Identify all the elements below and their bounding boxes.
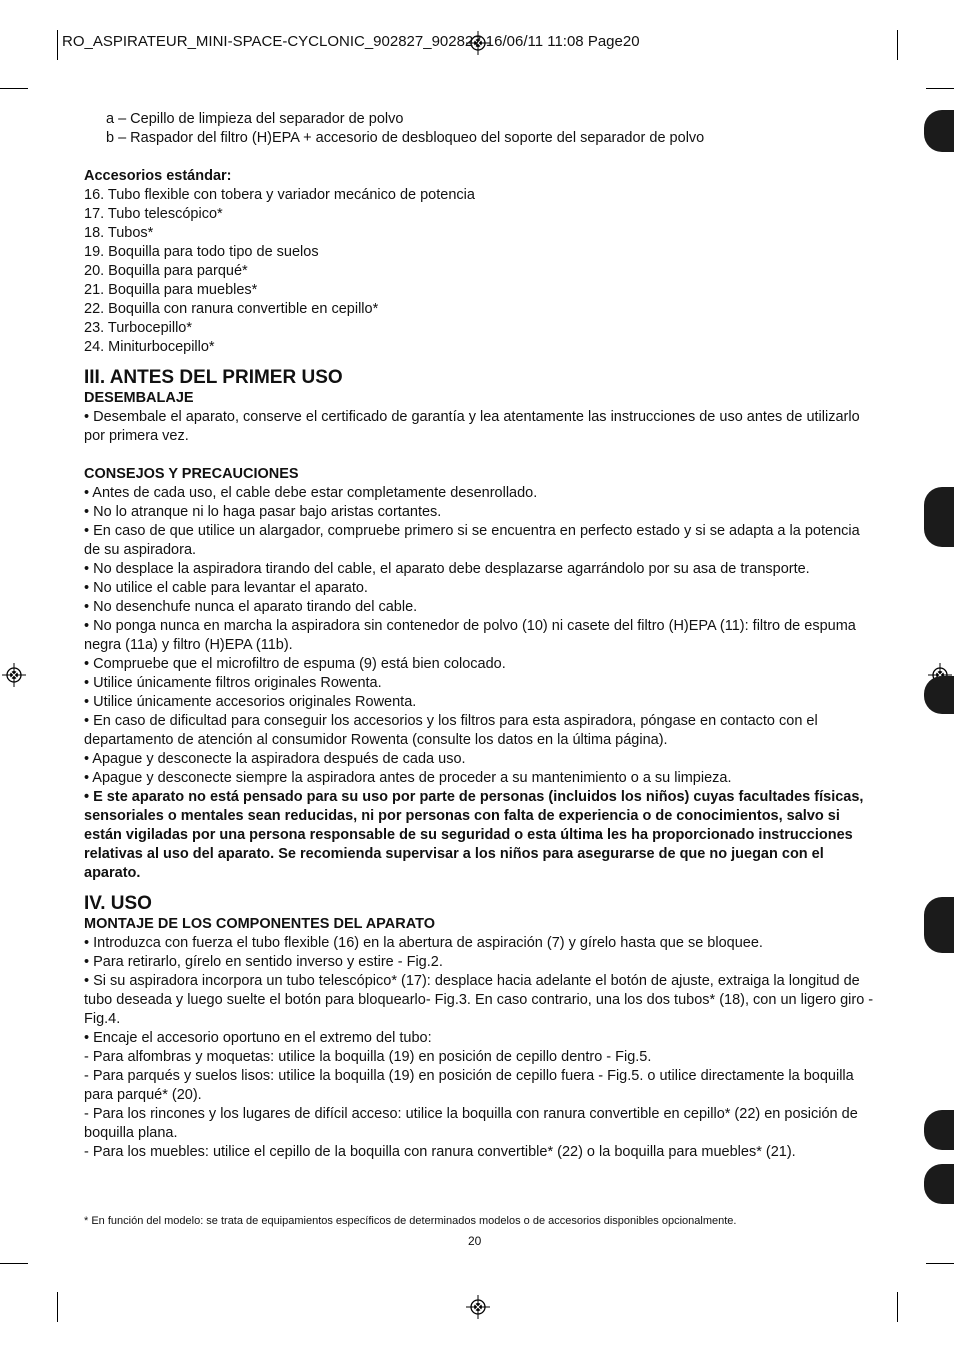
accessory-item: 22. Boquilla con ranura convertible en cepillo* [84, 301, 379, 317]
list-item: - Para alfombras y moquetas: utilice la boquilla (19) en posición de cepillo dentro - Fig.5. [84, 1049, 652, 1065]
list-item: • Utilice únicamente filtros originales Rowenta. [84, 675, 382, 691]
list-item: • No lo atranque ni lo haga pasar bajo aristas cortantes. [84, 504, 442, 520]
list-item: • No desenchufe nunca el aparato tirando del cable. [84, 599, 418, 615]
accessory-item: 20. Boquilla para parqué* [84, 263, 248, 279]
list-item: • En caso de dificultad para conseguir los accesorios y los filtros para esta aspiradora, póngase en contacto con el departamento de atención al consumidor Rowenta (consulte los datos en la última página). [84, 713, 818, 748]
accessory-item: 17. Tubo telescópico* [84, 206, 223, 222]
registration-mark-icon [2, 663, 26, 687]
crop-mark [57, 1292, 58, 1322]
footnote: * En función del modelo: se trata de equipamientos específicos de determinados modelos o de accesorios disponibles opcionalmente. [84, 1215, 737, 1227]
thumb-tab [924, 487, 954, 547]
list-item: • Apague y desconecte la aspiradora después de cada uso. [84, 751, 466, 767]
paragraph: • Desembale el aparato, conserve el certificado de garantía y lea atentamente las instrucciones de uso antes de utilizarlo por primera vez. [84, 409, 860, 444]
subsection-heading: MONTAJE DE LOS COMPONENTES DEL APARATO [84, 916, 435, 932]
subsection-heading: DESEMBALAJE [84, 390, 194, 406]
list-item: • Si su aspiradora incorpora un tubo telescópico* (17): desplace hacia adelante el botón de ajuste, extraiga la longitud de tubo deseada y luego suelte el botón para bloquearlo- Fig.3. En caso contrario, una los dos tubos* (18), con un ligero giro - Fig.4. [84, 973, 874, 1027]
thumb-tab [924, 110, 954, 152]
list-item: - Para parqués y suelos lisos: utilice la boquilla (19) en posición de cepillo fuera - Fig.5. o utilice directamente la boquilla para parqué* (20). [84, 1068, 854, 1103]
list-item: • Compruebe que el microfiltro de espuma (9) está bien colocado. [84, 656, 506, 672]
intro-item: a – Cepillo de limpieza del separador de polvo [106, 111, 404, 127]
list-item: • Encaje el accesorio oportuno en el extremo del tubo: [84, 1030, 432, 1046]
list-item: - Para los muebles: utilice el cepillo de la boquilla con ranura convertible* (22) o la boquilla para muebles* (21). [84, 1144, 796, 1160]
accessory-item: 24. Miniturbocepillo* [84, 339, 215, 355]
accessory-item: 23. Turbocepillo* [84, 320, 193, 336]
crop-mark [0, 1263, 28, 1264]
intro-item: b – Raspador del filtro (H)EPA + accesorio de desbloqueo del soporte del separador de polvo [106, 130, 705, 146]
subsection-heading: CONSEJOS Y PRECAUCIONES [84, 466, 299, 482]
list-item: • No desplace la aspiradora tirando del cable, el aparato debe desplazarse agarrándolo por su asa de transporte. [84, 561, 810, 577]
list-item: • Antes de cada uso, el cable debe estar completamente desenrollado. [84, 485, 538, 501]
page-number: 20 [468, 1234, 482, 1248]
accessories-title: Accesorios estándar: [84, 168, 232, 184]
thumb-tab [924, 897, 954, 953]
document-body [84, 110, 874, 1162]
list-item: • Apague y desconecte siempre la aspiradora antes de proceder a su mantenimiento o a su limpieza. [84, 770, 732, 786]
list-item: • No utilice el cable para levantar el aparato. [84, 580, 368, 596]
thumb-tab [924, 1164, 954, 1204]
accessory-item: 21. Boquilla para muebles* [84, 282, 258, 298]
crop-mark [57, 30, 58, 60]
thumb-tab [924, 1110, 954, 1150]
accessory-item: 18. Tubos* [84, 225, 154, 241]
list-item: • Utilice únicamente accesorios originales Rowenta. [84, 694, 417, 710]
accessory-item: 19. Boquilla para todo tipo de suelos [84, 244, 319, 260]
list-item: • En caso de que utilice un alargador, compruebe primero si se encuentra en perfecto estado y si se adapta a la potencia de su aspiradora. [84, 523, 860, 558]
registration-mark-icon [466, 1295, 490, 1319]
print-slug: RO_ASPIRATEUR_MINI-SPACE-CYCLONIC_902827_902827 16/06/11 11:08 Page20 [62, 33, 640, 50]
crop-mark [897, 1292, 898, 1322]
list-item: • No ponga nunca en marcha la aspiradora sin contenedor de polvo (10) ni casete del filtro (H)EPA (11): filtro de espuma negra (11a) y filtro (H)EPA (11b). [84, 618, 856, 653]
crop-mark [897, 30, 898, 60]
crop-mark [0, 88, 28, 89]
list-item: • Para retirarlo, gírelo en sentido inverso y estire - Fig.2. [84, 954, 443, 970]
section-heading: IV. USO [84, 893, 152, 914]
crop-mark [926, 1263, 954, 1264]
safety-warning: • E ste aparato no está pensado para su uso por parte de personas (incluidos los niños) cuyas facultades físicas, sensoriales o mentales sean reducidas, ni por personas con falta de experiencia o de conocimientos, salvo si están vigiladas por una persona responsable de su seguridad o esta última les ha proporcionado instrucciones relativas al uso del aparato. Se recomienda supervisar a los niños para asegurarse de que no juegan con el aparato. [84, 789, 864, 881]
accessory-item: 16. Tubo flexible con tobera y variador mecánico de potencia [84, 187, 475, 203]
list-item: - Para los rincones y los lugares de difícil acceso: utilice la boquilla con ranura convertible en cepillo* (22) en posición de boquilla plana. [84, 1106, 858, 1141]
crop-mark [926, 88, 954, 89]
section-heading: III. ANTES DEL PRIMER USO [84, 367, 343, 388]
thumb-tab [924, 676, 954, 714]
list-item: • Introduzca con fuerza el tubo flexible (16) en la abertura de aspiración (7) y gírelo hasta que se bloquee. [84, 935, 763, 951]
